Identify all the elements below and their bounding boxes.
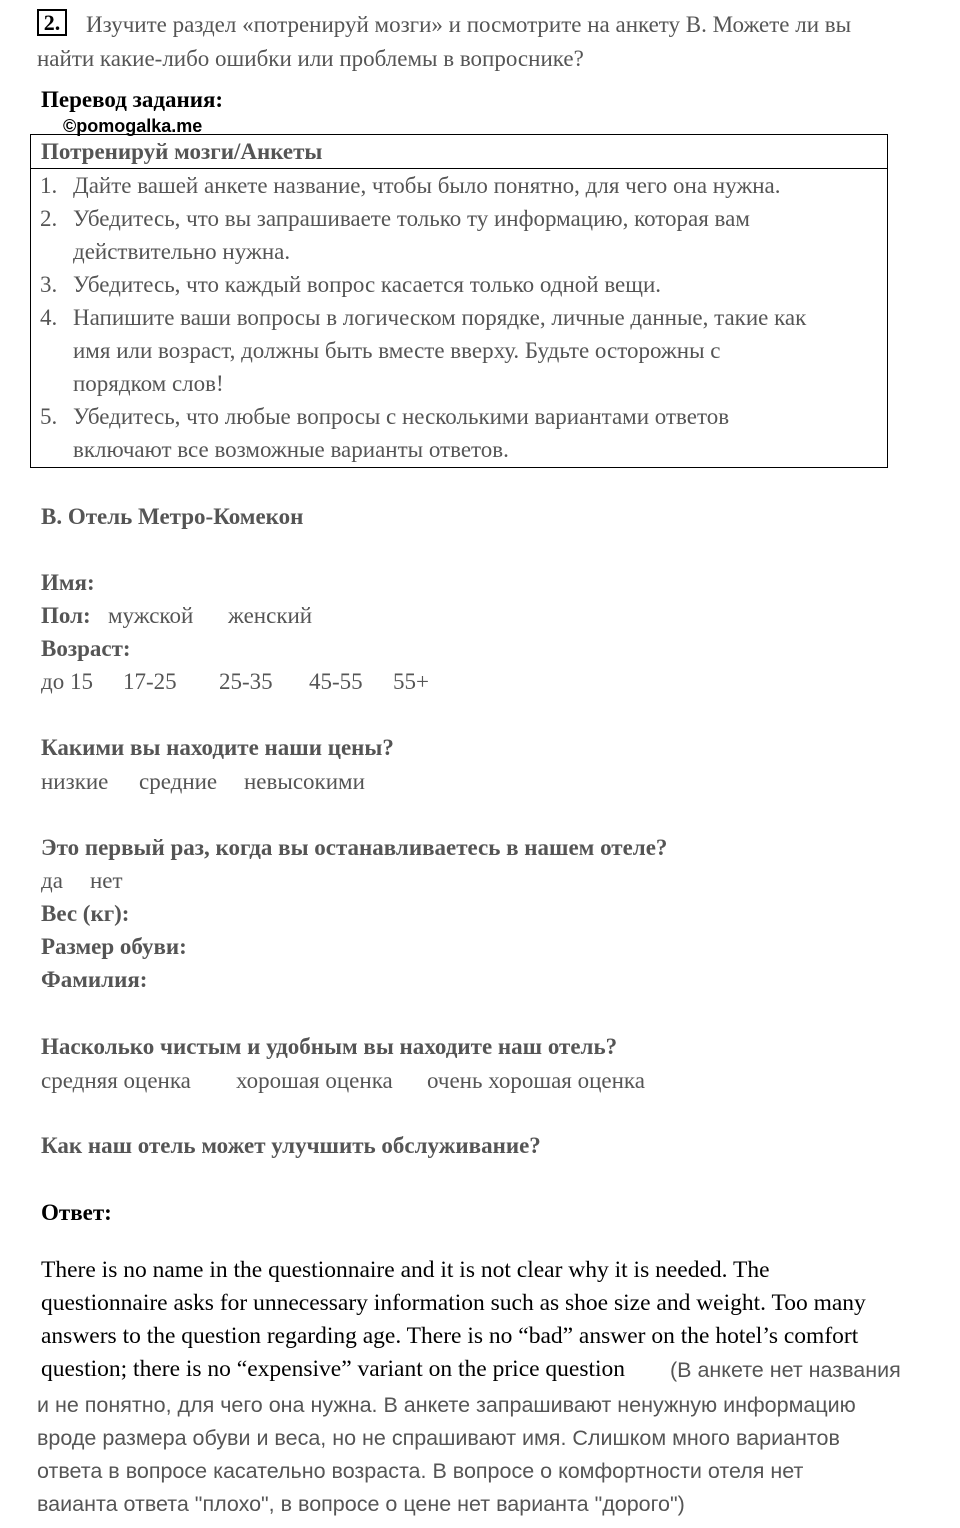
tip-2-line-1: Убедитесь, что вы запрашиваете только ту информацию, которая вам — [73, 206, 750, 231]
age-option: 25-35 — [219, 669, 273, 694]
answer-ru-line-2: вроде размера обуви и веса, но не спрашивают имя. Слишком много вариантов — [37, 1426, 840, 1450]
age-option: 55+ — [393, 669, 429, 694]
first-time-option: нет — [90, 868, 123, 893]
answer-ru-line-1: и не понятно, для чего она нужна. В анкете запрашивают ненужную информацию — [37, 1393, 856, 1417]
prices-option: средние — [139, 769, 218, 794]
tip-number: 4. — [40, 305, 58, 330]
answer-en-line-1: There is no name in the questionnaire and it is not clear why it is needed. The — [41, 1257, 770, 1283]
tips-box — [30, 134, 888, 468]
translation-heading: Перевод задания: — [41, 87, 224, 112]
tip-number: 3. — [40, 272, 58, 297]
questionnaire-title: B. Отель Метро-Комекон — [41, 504, 304, 529]
prices-question: Какими вы находите наши цены? — [41, 735, 394, 760]
cleanliness-option: средняя оценка — [41, 1068, 191, 1093]
gender-option: мужской — [108, 603, 194, 628]
surname-label: Фамилия: — [41, 967, 148, 992]
tip-5-line-2: включают все возможные варианты ответов. — [73, 437, 509, 462]
task-text-line-1: Изучите раздел «потренируй мозги» и посмотрите на анкету B. Можете ли вы — [86, 12, 852, 37]
tips-box-title: Потренируй мозги/Анкеты — [41, 139, 323, 164]
improve-question: Как наш отель может улучшить обслуживание? — [41, 1133, 541, 1158]
gender-label: Пол: — [41, 603, 91, 628]
age-option: до 15 — [41, 669, 93, 694]
cleanliness-option: очень хорошая оценка — [427, 1068, 645, 1093]
tip-3-line-1: Убедитесь, что каждый вопрос касается только одной вещи. — [73, 272, 662, 297]
tip-4-line-2: имя или возраст, должны быть вместе вверху. Будьте осторожны с — [73, 338, 721, 363]
weight-label: Вес (кг): — [41, 901, 130, 926]
tip-2-line-2: действительно нужна. — [73, 239, 291, 264]
answer-en-line-2: questionnaire asks for unnecessary information such as shoe size and weight. Too many — [41, 1290, 866, 1316]
first-time-option: да — [41, 868, 63, 893]
task-number: 2. — [37, 9, 67, 36]
answer-ru-line-3: ответа в вопросе касательно возраста. В вопросе о комфортности отеля нет — [37, 1459, 804, 1483]
tip-number: 1. — [40, 173, 58, 198]
gender-option: женский — [228, 603, 313, 628]
tip-5-line-1: Убедитесь, что любые вопросы с несколькими вариантами ответов — [73, 404, 730, 429]
cleanliness-option: хорошая оценка — [236, 1068, 393, 1093]
task-text-line-2: найти какие-либо ошибки или проблемы в вопроснике? — [37, 46, 584, 71]
age-label: Возраст: — [41, 636, 131, 661]
answer-ru-line-4: ваианта ответа "плохо", в вопросе о цене нет варианта "дорого") — [37, 1492, 685, 1516]
tip-1-line-1: Дайте вашей анкете название, чтобы было понятно, для чего она нужна. — [73, 173, 781, 198]
prices-option: низкие — [41, 769, 109, 794]
answer-ru-start: (В анкете нет названия — [670, 1358, 901, 1382]
answer-en-line-4: question; there is no “expensive” variant on the price question — [41, 1356, 626, 1382]
age-option: 45-55 — [309, 669, 363, 694]
age-option: 17-25 — [123, 669, 177, 694]
name-label: Имя: — [41, 570, 95, 595]
tip-number: 2. — [40, 206, 58, 231]
tip-number: 5. — [40, 404, 58, 429]
prices-option: невысокими — [244, 769, 365, 794]
first-time-question: Это первый раз, когда вы останавливаетесь в нашем отеле? — [41, 835, 668, 860]
watermark: ©pomogalka.me — [63, 116, 203, 136]
tip-4-line-1: Напишите ваши вопросы в логическом порядке, личные данные, такие как — [73, 305, 807, 330]
answer-en-line-3: answers to the question regarding age. There is no “bad” answer on the hotel’s comfort — [41, 1323, 859, 1349]
shoe-size-label: Размер обуви: — [41, 934, 187, 959]
answer-heading: Ответ: — [41, 1200, 112, 1225]
cleanliness-question: Насколько чистым и удобным вы находите наш отель? — [41, 1034, 618, 1059]
tip-4-line-3: порядком слов! — [73, 371, 224, 396]
